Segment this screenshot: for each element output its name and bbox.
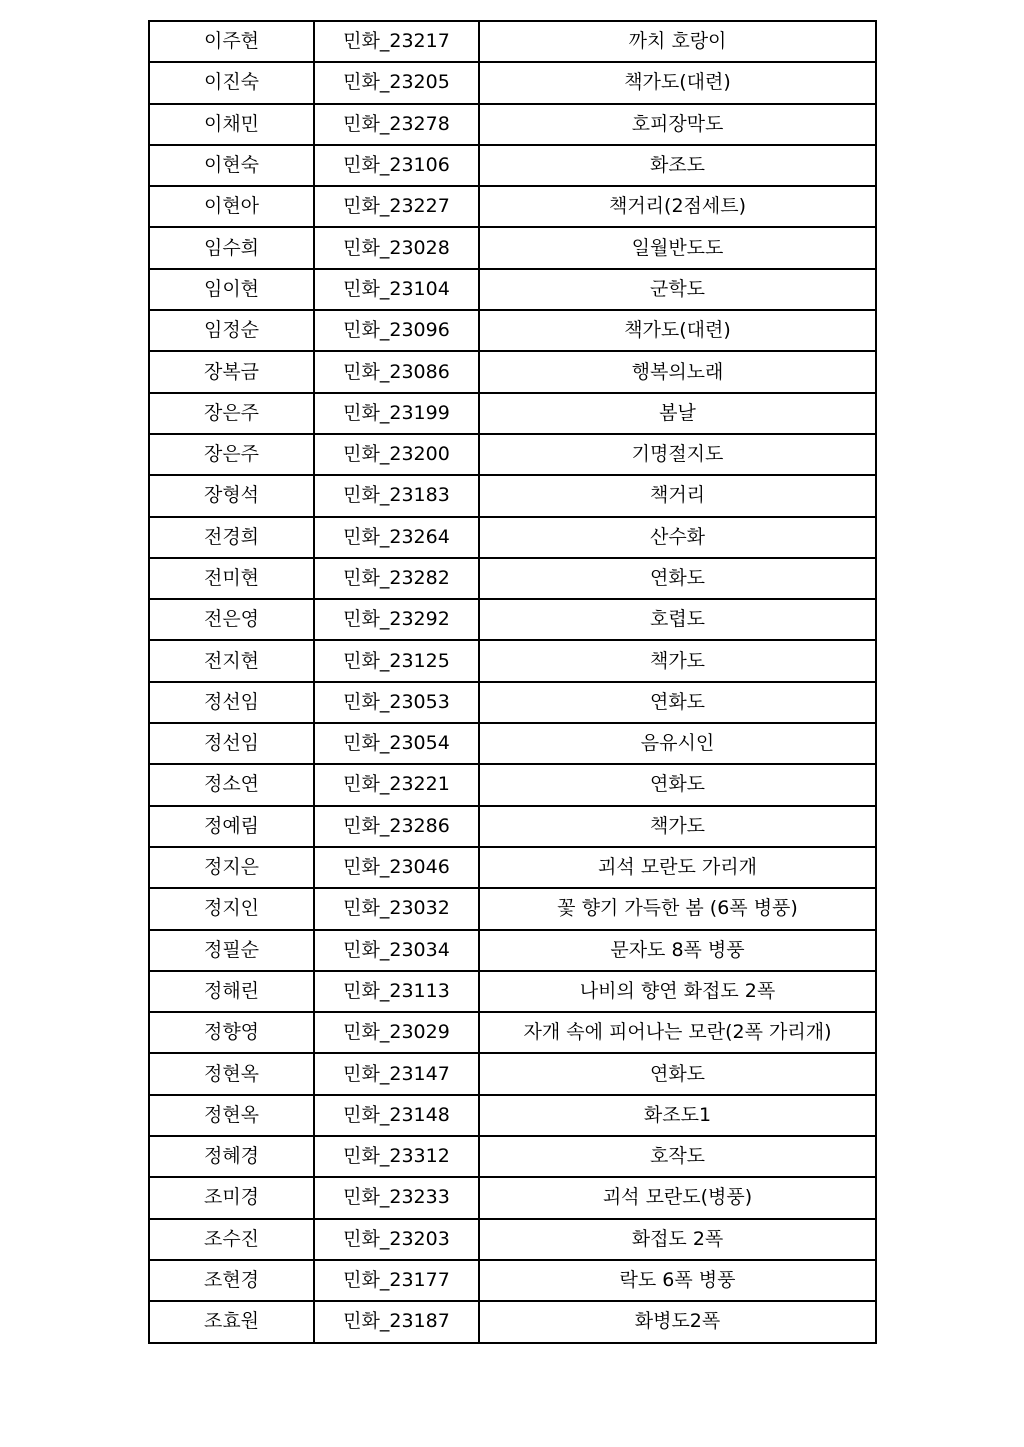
artist-name-cell: 이채민 — [149, 104, 314, 145]
entry-code-cell: 민화_23028 — [314, 227, 479, 268]
artist-name-cell: 전경희 — [149, 517, 314, 558]
entry-code-cell: 민화_23205 — [314, 62, 479, 103]
table-row — [149, 351, 876, 392]
artist-name-cell: 임정순 — [149, 310, 314, 351]
table-row — [149, 971, 876, 1012]
artwork-title-cell: 책가도 — [479, 806, 876, 847]
artist-name-cell: 정필순 — [149, 930, 314, 971]
artwork-title-cell: 문자도 8폭 병풍 — [479, 930, 876, 971]
artist-name-cell: 장은주 — [149, 393, 314, 434]
entry-code-cell: 민화_23282 — [314, 558, 479, 599]
artwork-title-cell: 자개 속에 피어나는 모란(2폭 가리개) — [479, 1012, 876, 1053]
artwork-title-cell: 락도 6폭 병풍 — [479, 1260, 876, 1301]
entry-code-cell: 민화_23203 — [314, 1219, 479, 1260]
entry-code-cell: 민화_23312 — [314, 1136, 479, 1177]
artist-name-cell: 임이현 — [149, 269, 314, 310]
artwork-title-cell: 봄날 — [479, 393, 876, 434]
artwork-title-cell: 일월반도도 — [479, 227, 876, 268]
artwork-title-cell: 책가도(대련) — [479, 62, 876, 103]
entry-code-cell: 민화_23227 — [314, 186, 479, 227]
artwork-title-cell: 책거리 — [479, 475, 876, 516]
entry-code-cell: 민화_23187 — [314, 1301, 479, 1342]
table-row — [149, 62, 876, 103]
table-row — [149, 640, 876, 681]
artist-name-cell: 정혜경 — [149, 1136, 314, 1177]
table-row — [149, 1012, 876, 1053]
artwork-title-cell: 괴석 모란도(병풍) — [479, 1177, 876, 1218]
entry-code-cell: 민화_23199 — [314, 393, 479, 434]
artist-name-cell: 전미현 — [149, 558, 314, 599]
table-row — [149, 1136, 876, 1177]
entry-code-cell: 민화_23278 — [314, 104, 479, 145]
entry-code-cell: 민화_23032 — [314, 888, 479, 929]
entry-code-cell: 민화_23054 — [314, 723, 479, 764]
artwork-title-cell: 군학도 — [479, 269, 876, 310]
artwork-title-cell: 기명절지도 — [479, 434, 876, 475]
entry-code-cell: 민화_23200 — [314, 434, 479, 475]
artist-name-cell: 정현옥 — [149, 1053, 314, 1094]
entry-code-cell: 민화_23113 — [314, 971, 479, 1012]
artist-name-cell: 정지인 — [149, 888, 314, 929]
entry-code-cell: 민화_23233 — [314, 1177, 479, 1218]
artwork-title-cell: 괴석 모란도 가리개 — [479, 847, 876, 888]
artwork-title-cell: 행복의노래 — [479, 351, 876, 392]
artwork-title-cell: 화병도2폭 — [479, 1301, 876, 1342]
entries-table — [148, 20, 877, 1344]
entry-code-cell: 민화_23183 — [314, 475, 479, 516]
table-row — [149, 269, 876, 310]
entry-code-cell: 민화_23217 — [314, 21, 479, 62]
table-row — [149, 1053, 876, 1094]
table-row — [149, 764, 876, 805]
table-row — [149, 434, 876, 475]
entry-code-cell: 민화_23147 — [314, 1053, 479, 1094]
artwork-title-cell: 연화도 — [479, 682, 876, 723]
artist-name-cell: 전지현 — [149, 640, 314, 681]
entry-code-cell: 민화_23053 — [314, 682, 479, 723]
artist-name-cell: 조수진 — [149, 1219, 314, 1260]
artist-name-cell: 이현아 — [149, 186, 314, 227]
entry-code-cell: 민화_23104 — [314, 269, 479, 310]
artwork-title-cell: 음유시인 — [479, 723, 876, 764]
artist-name-cell: 조효원 — [149, 1301, 314, 1342]
artwork-title-cell: 책가도(대련) — [479, 310, 876, 351]
table-row — [149, 930, 876, 971]
artwork-title-cell: 연화도 — [479, 1053, 876, 1094]
table-row — [149, 393, 876, 434]
artist-name-cell: 정선임 — [149, 682, 314, 723]
table-row — [149, 806, 876, 847]
artist-name-cell: 이현숙 — [149, 145, 314, 186]
artist-name-cell: 정지은 — [149, 847, 314, 888]
entry-code-cell: 민화_23086 — [314, 351, 479, 392]
table-row — [149, 847, 876, 888]
artwork-title-cell: 책거리(2점세트) — [479, 186, 876, 227]
artist-name-cell: 장복금 — [149, 351, 314, 392]
entry-code-cell: 민화_23264 — [314, 517, 479, 558]
table-row — [149, 475, 876, 516]
entry-code-cell: 민화_23046 — [314, 847, 479, 888]
artwork-title-cell: 꽃 향기 가득한 봄 (6폭 병풍) — [479, 888, 876, 929]
entry-code-cell: 민화_23034 — [314, 930, 479, 971]
table-row — [149, 227, 876, 268]
entries-table-body — [149, 21, 876, 1343]
artist-name-cell: 장형석 — [149, 475, 314, 516]
artwork-title-cell: 까치 호랑이 — [479, 21, 876, 62]
artwork-title-cell: 연화도 — [479, 558, 876, 599]
artist-name-cell: 정해린 — [149, 971, 314, 1012]
table-row — [149, 310, 876, 351]
entry-code-cell: 민화_23106 — [314, 145, 479, 186]
table-row — [149, 145, 876, 186]
artwork-title-cell: 화접도 2폭 — [479, 1219, 876, 1260]
table-row — [149, 186, 876, 227]
document-page — [148, 20, 875, 1344]
artwork-title-cell: 화조도 — [479, 145, 876, 186]
entry-code-cell: 민화_23292 — [314, 599, 479, 640]
artwork-title-cell: 연화도 — [479, 764, 876, 805]
entry-code-cell: 민화_23148 — [314, 1095, 479, 1136]
table-row — [149, 1095, 876, 1136]
table-row — [149, 1260, 876, 1301]
table-row — [149, 599, 876, 640]
table-row — [149, 888, 876, 929]
table-row — [149, 104, 876, 145]
table-row — [149, 682, 876, 723]
table-row — [149, 1177, 876, 1218]
artist-name-cell: 정예림 — [149, 806, 314, 847]
artist-name-cell: 임수희 — [149, 227, 314, 268]
artist-name-cell: 전은영 — [149, 599, 314, 640]
artist-name-cell: 이진숙 — [149, 62, 314, 103]
artwork-title-cell: 책가도 — [479, 640, 876, 681]
artist-name-cell: 정선임 — [149, 723, 314, 764]
table-row — [149, 1301, 876, 1342]
artwork-title-cell: 호작도 — [479, 1136, 876, 1177]
artwork-title-cell: 호피장막도 — [479, 104, 876, 145]
artist-name-cell: 이주현 — [149, 21, 314, 62]
entry-code-cell: 민화_23286 — [314, 806, 479, 847]
artist-name-cell: 장은주 — [149, 434, 314, 475]
artist-name-cell: 정향영 — [149, 1012, 314, 1053]
table-row — [149, 558, 876, 599]
artist-name-cell: 정소연 — [149, 764, 314, 805]
entry-code-cell: 민화_23096 — [314, 310, 479, 351]
artist-name-cell: 조미경 — [149, 1177, 314, 1218]
artwork-title-cell: 화조도1 — [479, 1095, 876, 1136]
artwork-title-cell: 산수화 — [479, 517, 876, 558]
entry-code-cell: 민화_23125 — [314, 640, 479, 681]
table-row — [149, 517, 876, 558]
entry-code-cell: 민화_23029 — [314, 1012, 479, 1053]
entry-code-cell: 민화_23177 — [314, 1260, 479, 1301]
artist-name-cell: 정현옥 — [149, 1095, 314, 1136]
table-row — [149, 21, 876, 62]
artwork-title-cell: 호렵도 — [479, 599, 876, 640]
artwork-title-cell: 나비의 향연 화접도 2폭 — [479, 971, 876, 1012]
artist-name-cell: 조현경 — [149, 1260, 314, 1301]
entry-code-cell: 민화_23221 — [314, 764, 479, 805]
table-row — [149, 723, 876, 764]
table-row — [149, 1219, 876, 1260]
